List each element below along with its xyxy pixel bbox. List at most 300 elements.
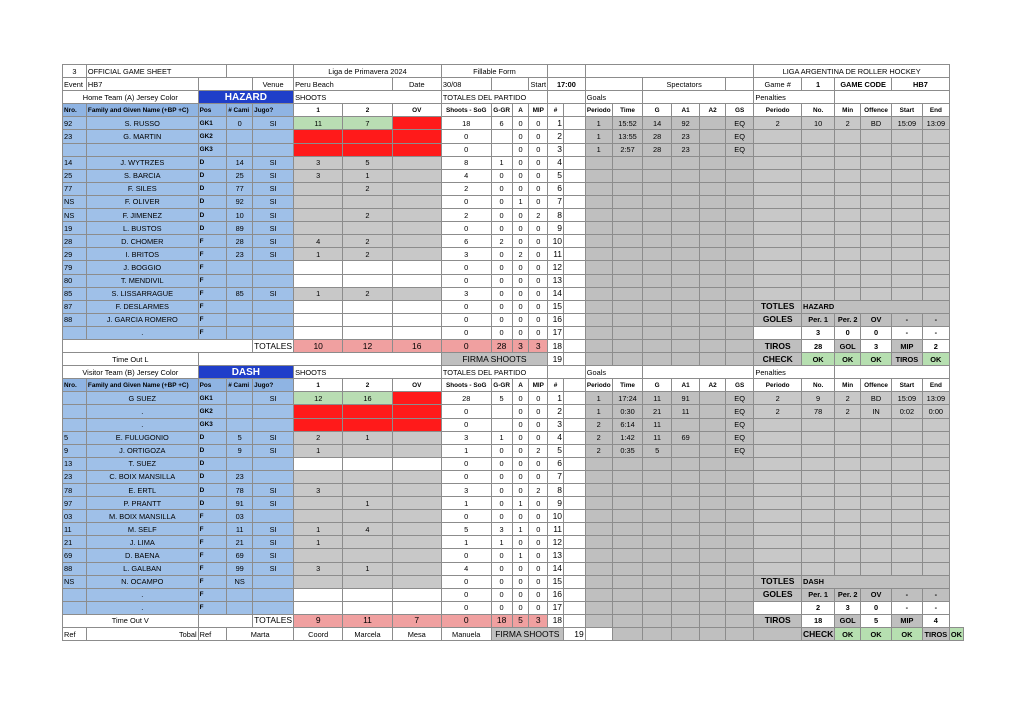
penalty-min[interactable]: 2 — [835, 392, 861, 405]
goal-p[interactable] — [585, 562, 612, 575]
penalty-start[interactable]: 0:02 — [891, 405, 922, 418]
player-shoots-2[interactable] — [343, 130, 392, 143]
player-camisa[interactable]: 5 — [227, 431, 253, 444]
player-name[interactable]: . — [86, 405, 198, 418]
player-nro[interactable]: 79 — [63, 261, 87, 274]
goal-a1[interactable] — [671, 418, 699, 431]
penalty-no[interactable] — [802, 523, 835, 536]
penalty-end[interactable] — [922, 484, 949, 497]
penalty-end[interactable] — [922, 195, 949, 208]
player-shoots-2[interactable]: 2 — [343, 182, 392, 195]
player-camisa[interactable]: 25 — [227, 169, 253, 182]
player-shoots-ov[interactable] — [392, 169, 441, 182]
goal-time[interactable] — [643, 628, 671, 641]
penalty-off[interactable] — [861, 209, 892, 222]
penalty-no[interactable] — [802, 130, 835, 143]
penalty-no[interactable] — [802, 510, 835, 523]
penalty-p[interactable] — [754, 222, 802, 235]
goal-a2[interactable] — [700, 261, 726, 274]
penalty-start[interactable]: 15:09 — [891, 117, 922, 130]
goal-a1[interactable] — [671, 326, 699, 339]
goal-a2[interactable] — [700, 601, 726, 614]
goal-a2[interactable] — [700, 235, 726, 248]
player-shoots-2[interactable] — [343, 300, 392, 313]
player-nro[interactable]: 69 — [63, 549, 87, 562]
player-jugo[interactable]: SI — [253, 248, 294, 261]
player-shoots-2[interactable]: 16 — [343, 392, 392, 405]
player-shoots-ov[interactable] — [392, 248, 441, 261]
goal-a2[interactable] — [700, 614, 726, 627]
goal-time[interactable]: 15:52 — [612, 117, 643, 130]
penalty-p[interactable] — [754, 248, 802, 261]
player-camisa[interactable]: 85 — [227, 287, 253, 300]
player-name[interactable]: I. BRITOS — [86, 248, 198, 261]
penalty-min[interactable] — [835, 182, 861, 195]
penalty-end[interactable] — [922, 497, 949, 510]
player-shoots-1[interactable] — [294, 326, 343, 339]
goal-a1[interactable] — [671, 510, 699, 523]
penalty-no[interactable] — [802, 536, 835, 549]
player-shoots-2[interactable]: 5 — [343, 156, 392, 169]
goal-a1[interactable] — [671, 353, 699, 366]
player-jugo[interactable]: SI — [253, 169, 294, 182]
player-nro[interactable]: NS — [63, 209, 87, 222]
player-camisa[interactable]: 0 — [227, 117, 253, 130]
penalty-p[interactable] — [754, 510, 802, 523]
player-shoots-1[interactable] — [294, 209, 343, 222]
goal-a2[interactable] — [700, 484, 726, 497]
penalty-end[interactable] — [922, 536, 949, 549]
penalty-min[interactable] — [835, 510, 861, 523]
player-jugo[interactable] — [253, 300, 294, 313]
penalty-min[interactable] — [835, 470, 861, 483]
goal-a2[interactable] — [700, 392, 726, 405]
goal-g[interactable]: 21 — [643, 405, 671, 418]
player-name[interactable]: S. LISSARRAGUE — [86, 287, 198, 300]
penalty-p[interactable] — [754, 143, 802, 156]
player-shoots-ov[interactable] — [392, 484, 441, 497]
player-jugo[interactable]: SI — [253, 484, 294, 497]
penalty-end[interactable] — [922, 222, 949, 235]
goal-gs[interactable] — [725, 182, 754, 195]
goal-p[interactable] — [585, 287, 612, 300]
goal-g[interactable] — [643, 588, 671, 601]
goal-a2[interactable] — [700, 444, 726, 457]
player-shoots-2[interactable] — [343, 601, 392, 614]
goal-p[interactable] — [585, 274, 612, 287]
game-code-value[interactable]: HB7 — [891, 78, 949, 91]
penalty-start[interactable]: 15:09 — [891, 392, 922, 405]
player-camisa[interactable] — [227, 300, 253, 313]
penalty-no[interactable]: 78 — [802, 405, 835, 418]
penalty-min[interactable]: 2 — [835, 405, 861, 418]
goal-a1[interactable] — [671, 235, 699, 248]
player-camisa[interactable] — [227, 274, 253, 287]
player-jugo[interactable]: SI — [253, 235, 294, 248]
player-jugo[interactable] — [253, 575, 294, 588]
goal-p[interactable] — [585, 313, 612, 326]
player-shoots-ov[interactable] — [392, 156, 441, 169]
penalty-end[interactable] — [922, 457, 949, 470]
player-shoots-1[interactable]: 1 — [294, 444, 343, 457]
penalty-start[interactable] — [891, 169, 922, 182]
player-nro[interactable] — [63, 418, 87, 431]
goal-gs[interactable]: EQ — [725, 143, 754, 156]
player-name[interactable]: J. ORTIGOZA — [86, 444, 198, 457]
goal-a2[interactable] — [700, 313, 726, 326]
penalty-min[interactable] — [835, 287, 861, 300]
player-jugo[interactable]: SI — [253, 222, 294, 235]
penalty-off[interactable] — [861, 444, 892, 457]
player-camisa[interactable]: 14 — [227, 156, 253, 169]
player-shoots-2[interactable]: 4 — [343, 523, 392, 536]
goal-a2[interactable] — [700, 588, 726, 601]
player-nro[interactable]: 03 — [63, 510, 87, 523]
player-nro[interactable]: 92 — [63, 117, 87, 130]
goal-a2[interactable] — [700, 287, 726, 300]
player-jugo[interactable]: SI — [253, 209, 294, 222]
goal-p[interactable] — [585, 261, 612, 274]
goal-time[interactable]: 2:57 — [612, 143, 643, 156]
player-shoots-1[interactable] — [294, 300, 343, 313]
penalty-no[interactable] — [802, 195, 835, 208]
player-nro[interactable]: NS — [63, 195, 87, 208]
goal-g[interactable] — [643, 169, 671, 182]
player-shoots-2[interactable] — [343, 143, 392, 156]
goal-a1[interactable] — [671, 248, 699, 261]
player-camisa[interactable]: 03 — [227, 510, 253, 523]
goal-time[interactable] — [612, 261, 643, 274]
player-jugo[interactable] — [253, 313, 294, 326]
penalty-start[interactable] — [891, 470, 922, 483]
player-shoots-1[interactable]: 11 — [294, 117, 343, 130]
penalty-p[interactable] — [754, 209, 802, 222]
penalty-p[interactable] — [754, 470, 802, 483]
player-jugo[interactable] — [253, 130, 294, 143]
goal-time[interactable] — [612, 510, 643, 523]
goal-gs[interactable] — [725, 497, 754, 510]
goal-g[interactable] — [643, 536, 671, 549]
goal-a2[interactable] — [700, 457, 726, 470]
player-shoots-2[interactable] — [343, 326, 392, 339]
goal-gs[interactable] — [725, 510, 754, 523]
penalty-no[interactable] — [802, 431, 835, 444]
goal-p[interactable]: 1 — [585, 405, 612, 418]
goal-a1[interactable] — [700, 628, 726, 641]
player-name[interactable]: E. ERTL — [86, 484, 198, 497]
penalty-min[interactable] — [835, 195, 861, 208]
goal-p[interactable] — [585, 169, 612, 182]
penalty-no[interactable] — [802, 143, 835, 156]
goal-time[interactable] — [612, 339, 643, 352]
player-name[interactable]: L. BUSTOS — [86, 222, 198, 235]
goal-p[interactable] — [612, 628, 643, 641]
player-camisa[interactable]: 23 — [227, 470, 253, 483]
player-camisa[interactable] — [227, 457, 253, 470]
goal-g[interactable] — [643, 339, 671, 352]
penalty-end[interactable] — [922, 431, 949, 444]
penalty-min[interactable] — [835, 549, 861, 562]
goal-a1[interactable] — [671, 222, 699, 235]
player-shoots-ov[interactable] — [392, 575, 441, 588]
penalty-start[interactable] — [891, 523, 922, 536]
goal-a1[interactable] — [671, 444, 699, 457]
player-camisa[interactable]: 11 — [227, 523, 253, 536]
goal-p[interactable] — [585, 536, 612, 549]
player-name[interactable]: F. OLIVER — [86, 195, 198, 208]
penalty-off[interactable] — [861, 222, 892, 235]
penalty-no[interactable] — [802, 235, 835, 248]
player-name[interactable]: G. MARTIN — [86, 130, 198, 143]
start-value[interactable]: 17:00 — [548, 78, 586, 91]
goal-time[interactable] — [612, 182, 643, 195]
penalty-end[interactable] — [922, 470, 949, 483]
goal-g[interactable] — [643, 614, 671, 627]
player-shoots-2[interactable] — [343, 313, 392, 326]
player-jugo[interactable] — [253, 274, 294, 287]
goal-time[interactable] — [612, 195, 643, 208]
penalty-p[interactable] — [754, 444, 802, 457]
player-shoots-2[interactable]: 1 — [343, 562, 392, 575]
goal-p[interactable] — [585, 209, 612, 222]
player-nro[interactable]: 87 — [63, 300, 87, 313]
penalty-end[interactable] — [922, 444, 949, 457]
player-jugo[interactable] — [253, 601, 294, 614]
goal-g[interactable]: 28 — [643, 130, 671, 143]
player-name[interactable]: D. BAENA — [86, 549, 198, 562]
penalty-start[interactable] — [891, 444, 922, 457]
goal-a1[interactable] — [671, 470, 699, 483]
goal-g[interactable] — [643, 601, 671, 614]
player-camisa[interactable]: 69 — [227, 549, 253, 562]
penalty-no[interactable] — [802, 484, 835, 497]
player-jugo[interactable]: SI — [253, 497, 294, 510]
penalty-start[interactable] — [891, 156, 922, 169]
goal-g[interactable] — [643, 248, 671, 261]
goal-a1[interactable]: 91 — [671, 392, 699, 405]
penalty-p[interactable] — [754, 274, 802, 287]
penalty-off[interactable] — [861, 470, 892, 483]
player-shoots-1[interactable] — [294, 601, 343, 614]
goal-g[interactable] — [643, 497, 671, 510]
player-jugo[interactable]: SI — [253, 392, 294, 405]
penalty-end[interactable] — [922, 143, 949, 156]
penalty-min[interactable] — [835, 457, 861, 470]
player-nro[interactable] — [63, 405, 87, 418]
player-shoots-2[interactable]: 2 — [343, 235, 392, 248]
penalty-start[interactable] — [891, 195, 922, 208]
penalty-p[interactable] — [754, 195, 802, 208]
penalty-off[interactable] — [861, 143, 892, 156]
player-jugo[interactable]: SI — [253, 156, 294, 169]
penalty-off[interactable] — [861, 274, 892, 287]
player-nro[interactable]: 11 — [63, 523, 87, 536]
goal-p[interactable] — [585, 235, 612, 248]
player-jugo[interactable]: SI — [253, 536, 294, 549]
player-camisa[interactable]: 21 — [227, 536, 253, 549]
player-shoots-2[interactable] — [343, 575, 392, 588]
goal-time[interactable] — [612, 457, 643, 470]
player-shoots-2[interactable]: 1 — [343, 497, 392, 510]
goal-a2[interactable] — [700, 405, 726, 418]
goal-a2[interactable] — [700, 248, 726, 261]
penalty-start[interactable] — [891, 182, 922, 195]
penalty-p[interactable]: 2 — [754, 405, 802, 418]
goal-gs[interactable]: EQ — [725, 405, 754, 418]
player-nro[interactable]: 97 — [63, 497, 87, 510]
goal-g[interactable] — [643, 195, 671, 208]
player-name[interactable]: C. BOIX MANSILLA — [86, 470, 198, 483]
player-shoots-ov[interactable] — [392, 510, 441, 523]
penalty-min[interactable]: 2 — [835, 117, 861, 130]
goal-g[interactable]: 14 — [643, 117, 671, 130]
goal-a1[interactable] — [671, 182, 699, 195]
goal-gs[interactable]: EQ — [725, 444, 754, 457]
penalty-end[interactable]: 13:09 — [922, 392, 949, 405]
goal-a1[interactable] — [671, 300, 699, 313]
goal-g[interactable]: 28 — [643, 143, 671, 156]
player-camisa[interactable]: 89 — [227, 222, 253, 235]
goal-gs[interactable]: EQ — [725, 117, 754, 130]
goal-gs[interactable] — [725, 156, 754, 169]
goal-p[interactable] — [585, 222, 612, 235]
goal-time[interactable] — [612, 588, 643, 601]
player-nro[interactable] — [63, 392, 87, 405]
player-shoots-ov[interactable] — [392, 313, 441, 326]
player-shoots-ov[interactable] — [392, 195, 441, 208]
date-value[interactable]: 30/08 — [441, 78, 491, 91]
player-shoots-2[interactable]: 7 — [343, 117, 392, 130]
goal-p[interactable] — [585, 510, 612, 523]
player-camisa[interactable] — [227, 405, 253, 418]
player-jugo[interactable] — [253, 326, 294, 339]
penalty-no[interactable] — [802, 261, 835, 274]
goal-g[interactable] — [643, 209, 671, 222]
goal-gs[interactable] — [725, 313, 754, 326]
penalty-min[interactable] — [835, 444, 861, 457]
goal-a1[interactable] — [671, 614, 699, 627]
player-name[interactable]: F. DESLARMES — [86, 300, 198, 313]
goal-gs[interactable]: EQ — [725, 418, 754, 431]
penalty-min[interactable] — [835, 209, 861, 222]
penalty-p[interactable]: 2 — [754, 392, 802, 405]
player-jugo[interactable] — [253, 470, 294, 483]
penalty-no[interactable]: 10 — [802, 117, 835, 130]
goal-g[interactable] — [671, 628, 699, 641]
goal-g[interactable] — [643, 326, 671, 339]
goal-p[interactable]: 2 — [585, 444, 612, 457]
goal-a1[interactable] — [671, 484, 699, 497]
penalty-start[interactable] — [891, 143, 922, 156]
penalty-p[interactable] — [754, 497, 802, 510]
player-jugo[interactable] — [253, 457, 294, 470]
goal-p[interactable] — [585, 484, 612, 497]
penalty-off[interactable]: BD — [861, 392, 892, 405]
player-name[interactable]: M. BOIX MANSILLA — [86, 510, 198, 523]
penalty-off[interactable] — [861, 169, 892, 182]
player-jugo[interactable] — [253, 510, 294, 523]
goal-a1[interactable] — [671, 209, 699, 222]
penalty-end[interactable] — [922, 261, 949, 274]
goal-time[interactable] — [612, 497, 643, 510]
penalty-start[interactable] — [891, 222, 922, 235]
penalty-start[interactable] — [891, 418, 922, 431]
penalty-no[interactable] — [802, 287, 835, 300]
player-shoots-1[interactable] — [294, 510, 343, 523]
goal-p[interactable]: 1 — [585, 130, 612, 143]
goal-p[interactable] — [585, 601, 612, 614]
goal-time[interactable] — [612, 562, 643, 575]
goal-g[interactable] — [643, 523, 671, 536]
player-jugo[interactable]: SI — [253, 287, 294, 300]
goal-time[interactable]: 0:30 — [612, 405, 643, 418]
penalty-end[interactable] — [922, 130, 949, 143]
goal-a2[interactable] — [700, 523, 726, 536]
player-shoots-1[interactable] — [294, 274, 343, 287]
player-shoots-ov[interactable] — [392, 209, 441, 222]
goal-time[interactable] — [612, 313, 643, 326]
goal-time[interactable] — [612, 300, 643, 313]
player-shoots-2[interactable] — [343, 274, 392, 287]
penalty-off[interactable] — [861, 130, 892, 143]
player-nro[interactable]: 13 — [63, 457, 87, 470]
penalty-off[interactable] — [861, 235, 892, 248]
goal-gs[interactable] — [725, 549, 754, 562]
player-shoots-ov[interactable] — [392, 418, 441, 431]
goal-time[interactable]: 0:35 — [612, 444, 643, 457]
player-jugo[interactable] — [253, 405, 294, 418]
penalty-end[interactable] — [922, 169, 949, 182]
penalty-end[interactable] — [922, 248, 949, 261]
goal-gs[interactable] — [725, 274, 754, 287]
goal-a1[interactable] — [671, 195, 699, 208]
goal-time[interactable] — [612, 287, 643, 300]
player-nro[interactable]: 88 — [63, 562, 87, 575]
penalty-no[interactable] — [802, 222, 835, 235]
player-name[interactable]: . — [86, 588, 198, 601]
penalty-min[interactable] — [835, 235, 861, 248]
player-shoots-ov[interactable] — [392, 431, 441, 444]
player-shoots-1[interactable] — [294, 143, 343, 156]
penalty-start[interactable] — [891, 510, 922, 523]
penalty-start[interactable] — [891, 130, 922, 143]
goal-p[interactable] — [585, 339, 612, 352]
goal-gs[interactable] — [725, 536, 754, 549]
penalty-off[interactable] — [861, 261, 892, 274]
penalty-min[interactable] — [835, 523, 861, 536]
goal-a1[interactable] — [671, 588, 699, 601]
player-shoots-ov[interactable] — [392, 405, 441, 418]
goal-gs[interactable] — [725, 339, 754, 352]
penalty-end[interactable] — [922, 182, 949, 195]
penalty-min[interactable] — [835, 274, 861, 287]
player-shoots-2[interactable] — [343, 195, 392, 208]
goal-time[interactable] — [612, 326, 643, 339]
player-shoots-1[interactable] — [294, 182, 343, 195]
goal-time[interactable] — [612, 614, 643, 627]
goal-p[interactable] — [585, 614, 612, 627]
goal-gs[interactable] — [725, 601, 754, 614]
goal-g[interactable] — [643, 182, 671, 195]
goal-g[interactable] — [643, 510, 671, 523]
penalty-off[interactable] — [861, 562, 892, 575]
player-jugo[interactable] — [253, 588, 294, 601]
penalty-off[interactable] — [861, 457, 892, 470]
goal-time[interactable]: 13:55 — [612, 130, 643, 143]
player-shoots-1[interactable] — [294, 497, 343, 510]
goal-p[interactable] — [585, 353, 612, 366]
goal-p[interactable] — [585, 457, 612, 470]
